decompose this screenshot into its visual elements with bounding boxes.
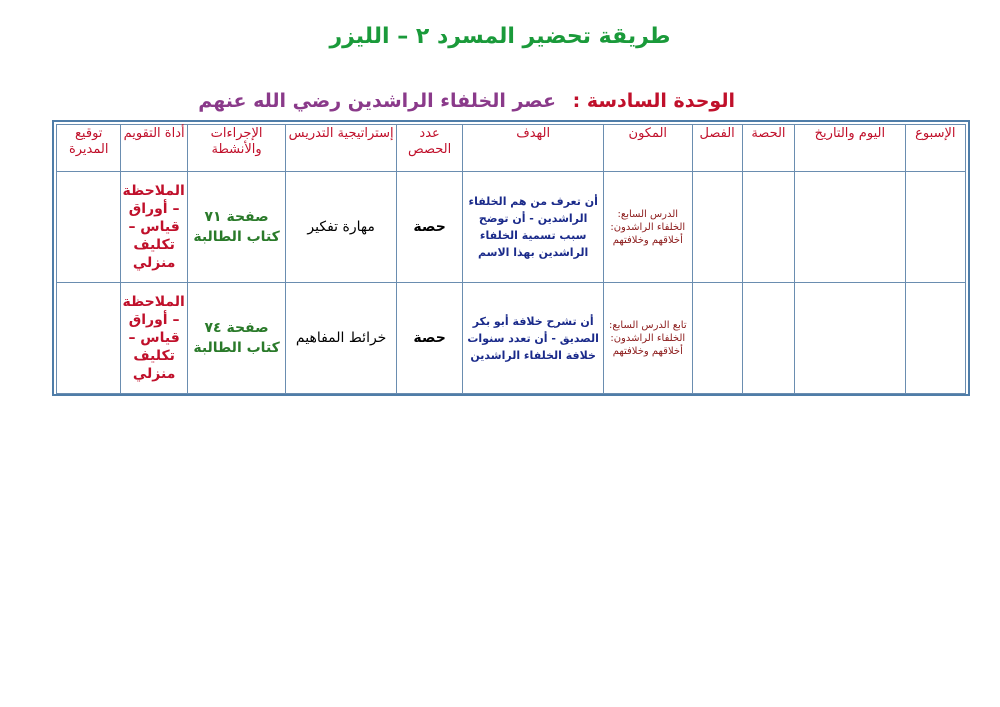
header-component: المكون bbox=[604, 125, 692, 172]
cell-period bbox=[742, 283, 794, 394]
header-period: الحصة bbox=[742, 125, 794, 172]
cell-strategy: خرائط المفاهيم bbox=[286, 283, 397, 394]
cell-procedures: صفحة ٧١ كتاب الطالبة bbox=[187, 172, 286, 283]
cell-goal: أن تعرف من هم الخلفاء الراشدين - أن توضح سبب تسمية الخلفاء الراشدين بهذا الاسم bbox=[463, 172, 604, 283]
cell-evaluation: الملاحظة – أوراق قياس – تكليف منزلي bbox=[121, 172, 187, 283]
cell-component: الدرس السابع: الخلفاء الراشدون: أخلاقهم وخلافتهم bbox=[604, 172, 692, 283]
header-row bbox=[57, 125, 966, 172]
lesson-plan-frame bbox=[52, 120, 970, 396]
header-signature: توقيع المديرة bbox=[57, 125, 121, 172]
unit-heading bbox=[198, 90, 735, 112]
cell-week bbox=[905, 172, 965, 283]
cell-strategy: مهارة تفكير bbox=[286, 172, 397, 283]
header-evaluation: أداة التقويم bbox=[121, 125, 187, 172]
unit-title: عصر الخلفاء الراشدين رضي الله عنهم bbox=[198, 90, 557, 112]
cell-week bbox=[905, 283, 965, 394]
cell-signature bbox=[57, 283, 121, 394]
cell-procedures: صفحة ٧٤ كتاب الطالبة bbox=[187, 283, 286, 394]
table-row bbox=[57, 283, 966, 394]
cell-date bbox=[795, 172, 906, 283]
cell-evaluation: الملاحظة – أوراق قياس – تكليف منزلي bbox=[121, 283, 187, 394]
cell-period bbox=[742, 172, 794, 283]
table-row bbox=[57, 172, 966, 283]
cell-class bbox=[692, 283, 742, 394]
header-week: الإسبوع bbox=[905, 125, 965, 172]
header-count: عدد الحصص bbox=[396, 125, 462, 172]
cell-count: حصة bbox=[396, 172, 462, 283]
header-date: اليوم والتاريخ bbox=[795, 125, 906, 172]
lesson-plan-table bbox=[56, 124, 966, 394]
cell-component: تابع الدرس السابع: الخلفاء الراشدون: أخلاقهم وخلافتهم bbox=[604, 283, 692, 394]
cell-signature bbox=[57, 172, 121, 283]
cell-date bbox=[795, 283, 906, 394]
header-goal: الهدف bbox=[463, 125, 604, 172]
cell-goal: أن تشرح خلافة أبو بكر الصديق - أن تعدد سنوات خلافة الخلفاء الراشدين bbox=[463, 283, 604, 394]
cell-class bbox=[692, 172, 742, 283]
header-procedures: الإجراءات والأنشطة bbox=[187, 125, 286, 172]
unit-label: الوحدة السادسة : bbox=[572, 90, 735, 112]
header-class: الفصل bbox=[692, 125, 742, 172]
page-title: طريقة تحضير المسرد ٢ – الليزر bbox=[329, 24, 671, 49]
header-strategy: إستراتيجية التدريس bbox=[286, 125, 397, 172]
cell-count: حصة bbox=[396, 283, 462, 394]
